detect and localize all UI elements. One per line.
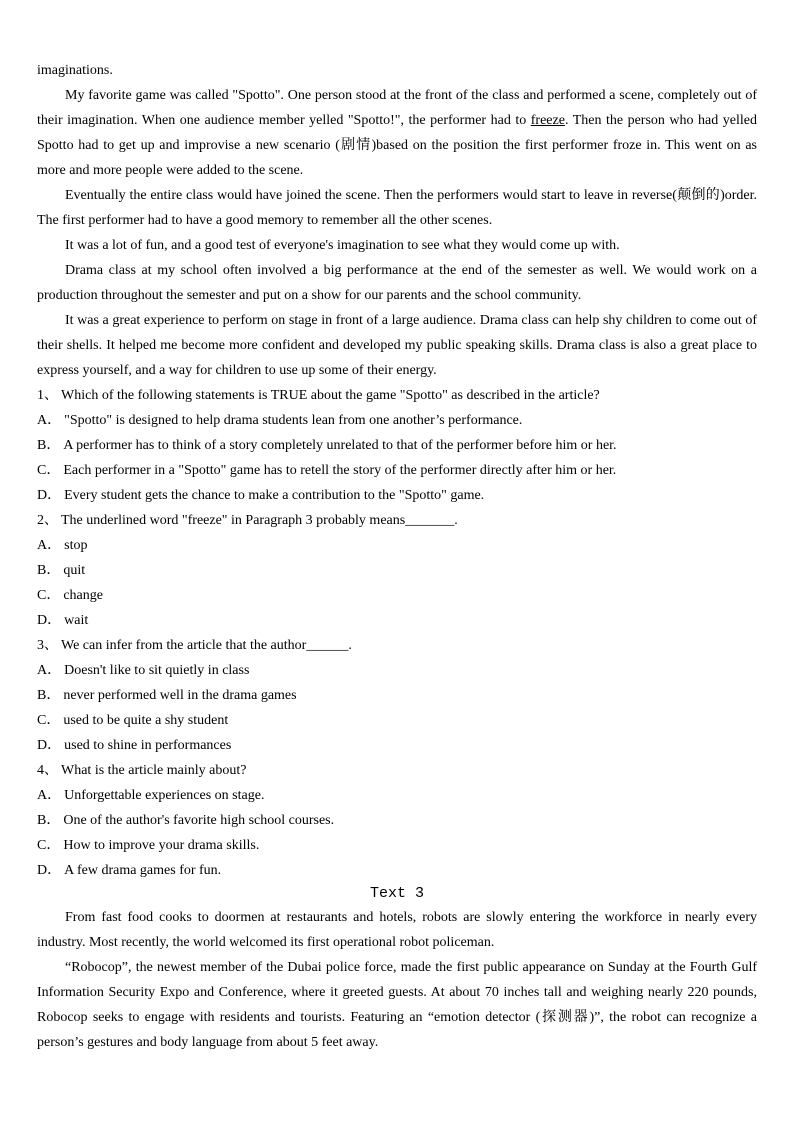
question-1-option-c-letter: C．: [37, 463, 61, 478]
question-3-option-b-text: never performed well in the drama games: [63, 688, 297, 703]
question-4-text: What is the article mainly about?: [61, 763, 247, 778]
paragraph-fun: It was a lot of fun, and a good test of everyone's imagination to see what they would come up with.: [65, 238, 620, 253]
text3-heading: Text 3: [369, 885, 424, 902]
question-2-option-b-letter: B．: [37, 563, 61, 578]
paragraph-drama-class: Drama class at my school often involved a big performance at the end of the semester as well. We would work on a production throughout the semester and put on a show for our parents and the school community.: [37, 263, 757, 303]
question-2-option-d: [37, 608, 757, 633]
question-1-option-b-letter: B．: [37, 438, 61, 453]
question-3-option-b: [37, 683, 757, 708]
question-2-option-a-letter: A．: [37, 538, 62, 553]
question-2-option-c-letter: C．: [37, 588, 61, 603]
question-2-text: The underlined word "freeze" in Paragraph 3 probably means_______.: [61, 513, 458, 528]
question-4-option-a: [37, 783, 757, 808]
question-3-option-d: [37, 733, 757, 758]
question-2-number: 2、: [37, 513, 58, 528]
question-3-option-d-text: used to shine in performances: [64, 738, 232, 753]
question-2-option-d-letter: D．: [37, 613, 62, 628]
question-3-option-a: [37, 658, 757, 683]
paragraph-spotto-text-after: . Then the person who had yelled Spotto had to get up and improvise a new scenario (剧情)based on the position the first performer froze in. This went on as more and more people were added to the scene.: [37, 113, 757, 178]
paragraph-continuation: imaginations.: [37, 63, 113, 78]
question-2: [37, 508, 757, 533]
question-3-text: We can infer from the article that the author______.: [61, 638, 352, 653]
question-4-option-d-text: A few drama games for fun.: [64, 863, 222, 878]
question-2-option-a: [37, 533, 757, 558]
question-1: [37, 383, 757, 408]
question-4: [37, 758, 757, 783]
question-3-option-a-text: Doesn't like to sit quietly in class: [64, 663, 250, 678]
question-3-option-c-letter: C．: [37, 713, 61, 728]
text3-paragraph-1: From fast food cooks to doormen at restaurants and hotels, robots are slowly entering the workforce in nearly every industry. Most recently, the world welcomed its first operational robot policeman.: [37, 910, 757, 950]
question-4-option-c-letter: C．: [37, 838, 61, 853]
question-1-option-a-letter: A．: [37, 413, 62, 428]
question-1-option-b-text: A performer has to think of a story completely unrelated to that of the performer before him or her.: [63, 438, 617, 453]
question-2-option-a-text: stop: [64, 538, 88, 553]
question-3-number: 3、: [37, 638, 58, 653]
question-4-number: 4、: [37, 763, 58, 778]
paragraph-eventually: Eventually the entire class would have joined the scene. Then the performers would start to leave in reverse(颠倒的)order. The first performer had to have a good memory to remember all the other scenes.: [37, 188, 757, 228]
question-4-option-d-letter: D．: [37, 863, 62, 878]
paragraph-spotto: [37, 83, 757, 183]
question-1-option-b: [37, 433, 757, 458]
question-4-option-c: [37, 833, 757, 858]
question-3-option-a-letter: A．: [37, 663, 62, 678]
question-1-option-a: [37, 408, 757, 433]
paragraph-spotto-text-before: My favorite game was called "Spotto". One person stood at the front of the class and performed a scene, completely out of their imagination. When one audience member yelled "Spotto!", the performer had to: [37, 88, 757, 128]
question-1-number: 1、: [37, 388, 58, 403]
question-4-option-b: [37, 808, 757, 833]
question-1-option-d-letter: D．: [37, 488, 62, 503]
question-2-option-c: [37, 583, 757, 608]
question-4-option-b-text: One of the author's favorite high school courses.: [63, 813, 335, 828]
question-1-option-c: [37, 458, 757, 483]
question-1-text: Which of the following statements is TRUE about the game "Spotto" as described in the article?: [61, 388, 600, 403]
question-2-option-d-text: wait: [64, 613, 89, 628]
question-4-option-b-letter: B．: [37, 813, 61, 828]
paragraph-experience: It was a great experience to perform on stage in front of a large audience. Drama class can help shy children to come out of their shells. It helped me become more confident and developed my public speaking skills. Drama class is also a great place to express yourself, and a way for children to use up some of their energy.: [37, 313, 757, 378]
question-2-option-c-text: change: [63, 588, 103, 603]
question-4-option-a-letter: A．: [37, 788, 62, 803]
question-2-option-b: [37, 558, 757, 583]
question-4-option-d: [37, 858, 757, 883]
question-1-option-a-text: "Spotto" is designed to help drama students lean from one another’s performance.: [64, 413, 523, 428]
question-1-option-d: [37, 483, 757, 508]
text3-paragraph-2: “Robocop”, the newest member of the Dubai police force, made the first public appearance on Sunday at the Fourth Gulf Information Security Expo and Conference, where it greeted guests. At about 70 inches tall and weighing nearly 220 pounds, Robocop seeks to engage with residents and tourists. Featuring an “emotion detector (探测器)”, the robot can recognize a person’s gestures and body language from about 5 feet away.: [37, 960, 757, 1050]
question-4-option-a-text: Unforgettable experiences on stage.: [64, 788, 265, 803]
question-3-option-c-text: used to be quite a shy student: [63, 713, 229, 728]
question-4-option-c-text: How to improve your drama skills.: [63, 838, 260, 853]
question-1-option-c-text: Each performer in a "Spotto" game has to retell the story of the performer directly after him or her.: [63, 463, 617, 478]
question-1-option-d-text: Every student gets the chance to make a contribution to the "Spotto" game.: [64, 488, 485, 503]
question-3: [37, 633, 757, 658]
question-3-option-d-letter: D．: [37, 738, 62, 753]
underlined-word-freeze: freeze: [530, 113, 565, 128]
question-3-option-b-letter: B．: [37, 688, 61, 703]
question-3-option-c: [37, 708, 757, 733]
question-2-option-b-text: quit: [63, 563, 86, 578]
